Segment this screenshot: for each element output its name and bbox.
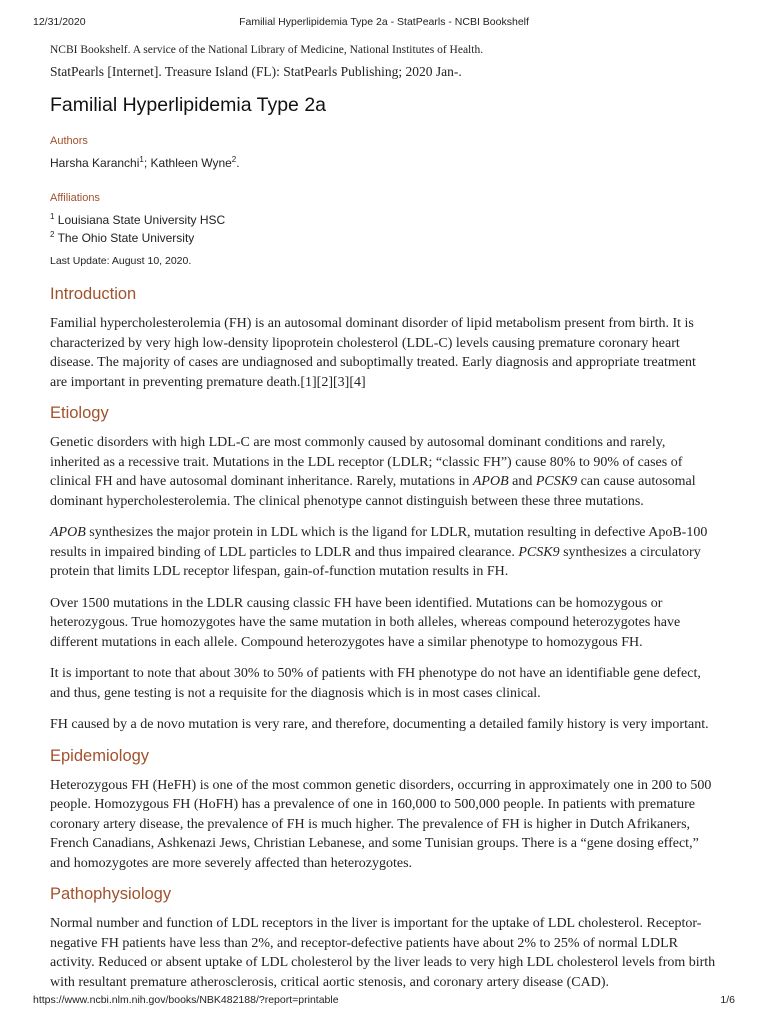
print-header [33,16,735,32]
text-run: Genetic disorders with high LDL-C are most commonly caused by autosomal dominant conditions and rarely, inherited as a recessive trait. Mutations in the LDL receptor (LDLR; “classic FH”) cause 80% to 90% of cases of clinical FH and have autosomal dominant inheritance. Rarely, mutations in [50,435,683,489]
etiology-paragraph-1 [50,433,716,511]
affiliation-item [50,230,716,245]
epidemiology-paragraph: Heterozygous FH (HeFH) is one of the most common genetic disorders, occurring in approximately one in 200 to 500 people. Homozygous FH (HoFH) has a prevalence of one in 160,000 to 500,000 people. In patients with premature coronary artery disease, the prevalence of FH is much higher. The prevalence of FH is higher in Dutch Afrikaners, French Canadians, Ashkenazi Jews, Christian Lebanese, and some Tunisian groups. There is a “gene dosing effect,” and homozygotes are more severely affected than heterozygotes. [50,777,712,871]
last-update: Last Update: August 10, 2020. [50,255,192,267]
text-run: synthesizes a circulatory protein that limits LDL receptor lifespan, gain-of-function mutation results in FH. [50,544,701,579]
author-affiliation-ref: 2 [231,155,237,164]
author-separator: ; [143,156,151,170]
authors-end: . [236,156,240,170]
etiology-paragraph-5: FH caused by a de novo mutation is very rare, and therefore, documenting a detailed family history is very important. [50,717,709,732]
heading-introduction: Introduction [50,285,137,303]
page-url[interactable]: https://www.ncbi.nlm.nih.gov/books/NBK482188/?report=printable [33,994,339,1006]
affiliations-label: Affiliations [50,192,100,204]
etiology-paragraph-4: It is important to note that about 30% to 50% of patients with FH phenotype do not have an identifiable gene defect, and thus, gene testing is not a requisite for the diagnosis which is in most cases clinical. [50,666,701,701]
page-number: 1/6 [720,994,735,1006]
print-date: 12/31/2020 [33,16,86,28]
gene-name-pcsk9: PCSK9 [535,474,578,489]
etiology-paragraph-3: Over 1500 mutations in the LDLR causing classic FH have been identified. Mutations can be homozygous or heterozygous. True homozygotes have the same mutation in both alleles, whereas compound heterozygotes have different mutations in each allele. Compound heterozygotes have a similar phenotype to homozygous FH. [50,595,681,650]
pathophysiology-paragraph: Normal number and function of LDL receptors in the liver is important for the uptake of LDL cholesterol. Receptor-negative FH patients have less than 2%, and receptor-defective patients have about 2% to 25% of normal LDLR activity. Reduced or absent uptake of LDL cholesterol by the liver leads to very high LDL cholesterol levels from birth with resultant premature atherosclerosis, critical aortic stenosis, and coronary artery disease (CAD). [50,916,716,990]
text-run: and [508,474,536,489]
affiliation-number: 1 [50,212,55,221]
affiliation-name: Louisiana State University HSC [57,213,226,227]
ncbi-bookshelf-line: NCBI Bookshelf. A service of the National Library of Medicine, National Institutes of Health. [50,44,484,56]
gene-name-apob: APOB [50,525,86,540]
authors-label: Authors [50,135,88,147]
document-title: Familial Hyperlipidemia Type 2a [50,94,327,116]
affiliation-name: The Ohio State University [57,231,195,245]
etiology-paragraph-2 [50,523,716,582]
heading-pathophysiology: Pathophysiology [50,885,172,903]
print-page-title: Familial Hyperlipidemia Type 2a - StatPearls - NCBI Bookshelf [239,16,529,28]
introduction-paragraph: Familial hypercholesterolemia (FH) is an autosomal dominant disorder of lipid metabolism present from birth. It is characterized by very high low-density lipoprotein cholesterol (LDL-C) levels causing premature coronary heart disease. The majority of cases are undiagnosed and suboptimally treated. Early diagnosis and appropriate treatment are important in preventing premature death.[1][2][3][4] [50,316,696,390]
affiliations-list [50,212,716,245]
text-run: can cause autosomal dominant hypercholesterolemia. The clinical phenotype cannot distinguish between these three mutations. [50,474,696,509]
author-link-wyne[interactable]: Kathleen Wyne [150,156,232,170]
gene-name-apob: APOB [472,474,509,489]
publisher-line: StatPearls [Internet]. Treasure Island (FL): StatPearls Publishing; 2020 Jan-. [50,64,462,79]
authors-list [50,155,716,170]
affiliation-item [50,212,716,227]
document-body [50,44,716,1004]
heading-etiology: Etiology [50,404,109,422]
affiliation-number: 2 [50,230,55,239]
author-affiliation-ref: 1 [139,155,144,164]
heading-epidemiology: Epidemiology [50,746,150,765]
text-run: synthesizes the major protein in LDL which is the ligand for LDLR, mutation resulting in defective ApoB-100 results in impaired binding of LDL particles to LDLR and thus impaired clearance. [50,525,708,560]
author-link-karanchi[interactable]: Harsha Karanchi [50,156,140,170]
print-footer [33,994,735,1010]
gene-name-pcsk9: PCSK9 [518,544,560,560]
